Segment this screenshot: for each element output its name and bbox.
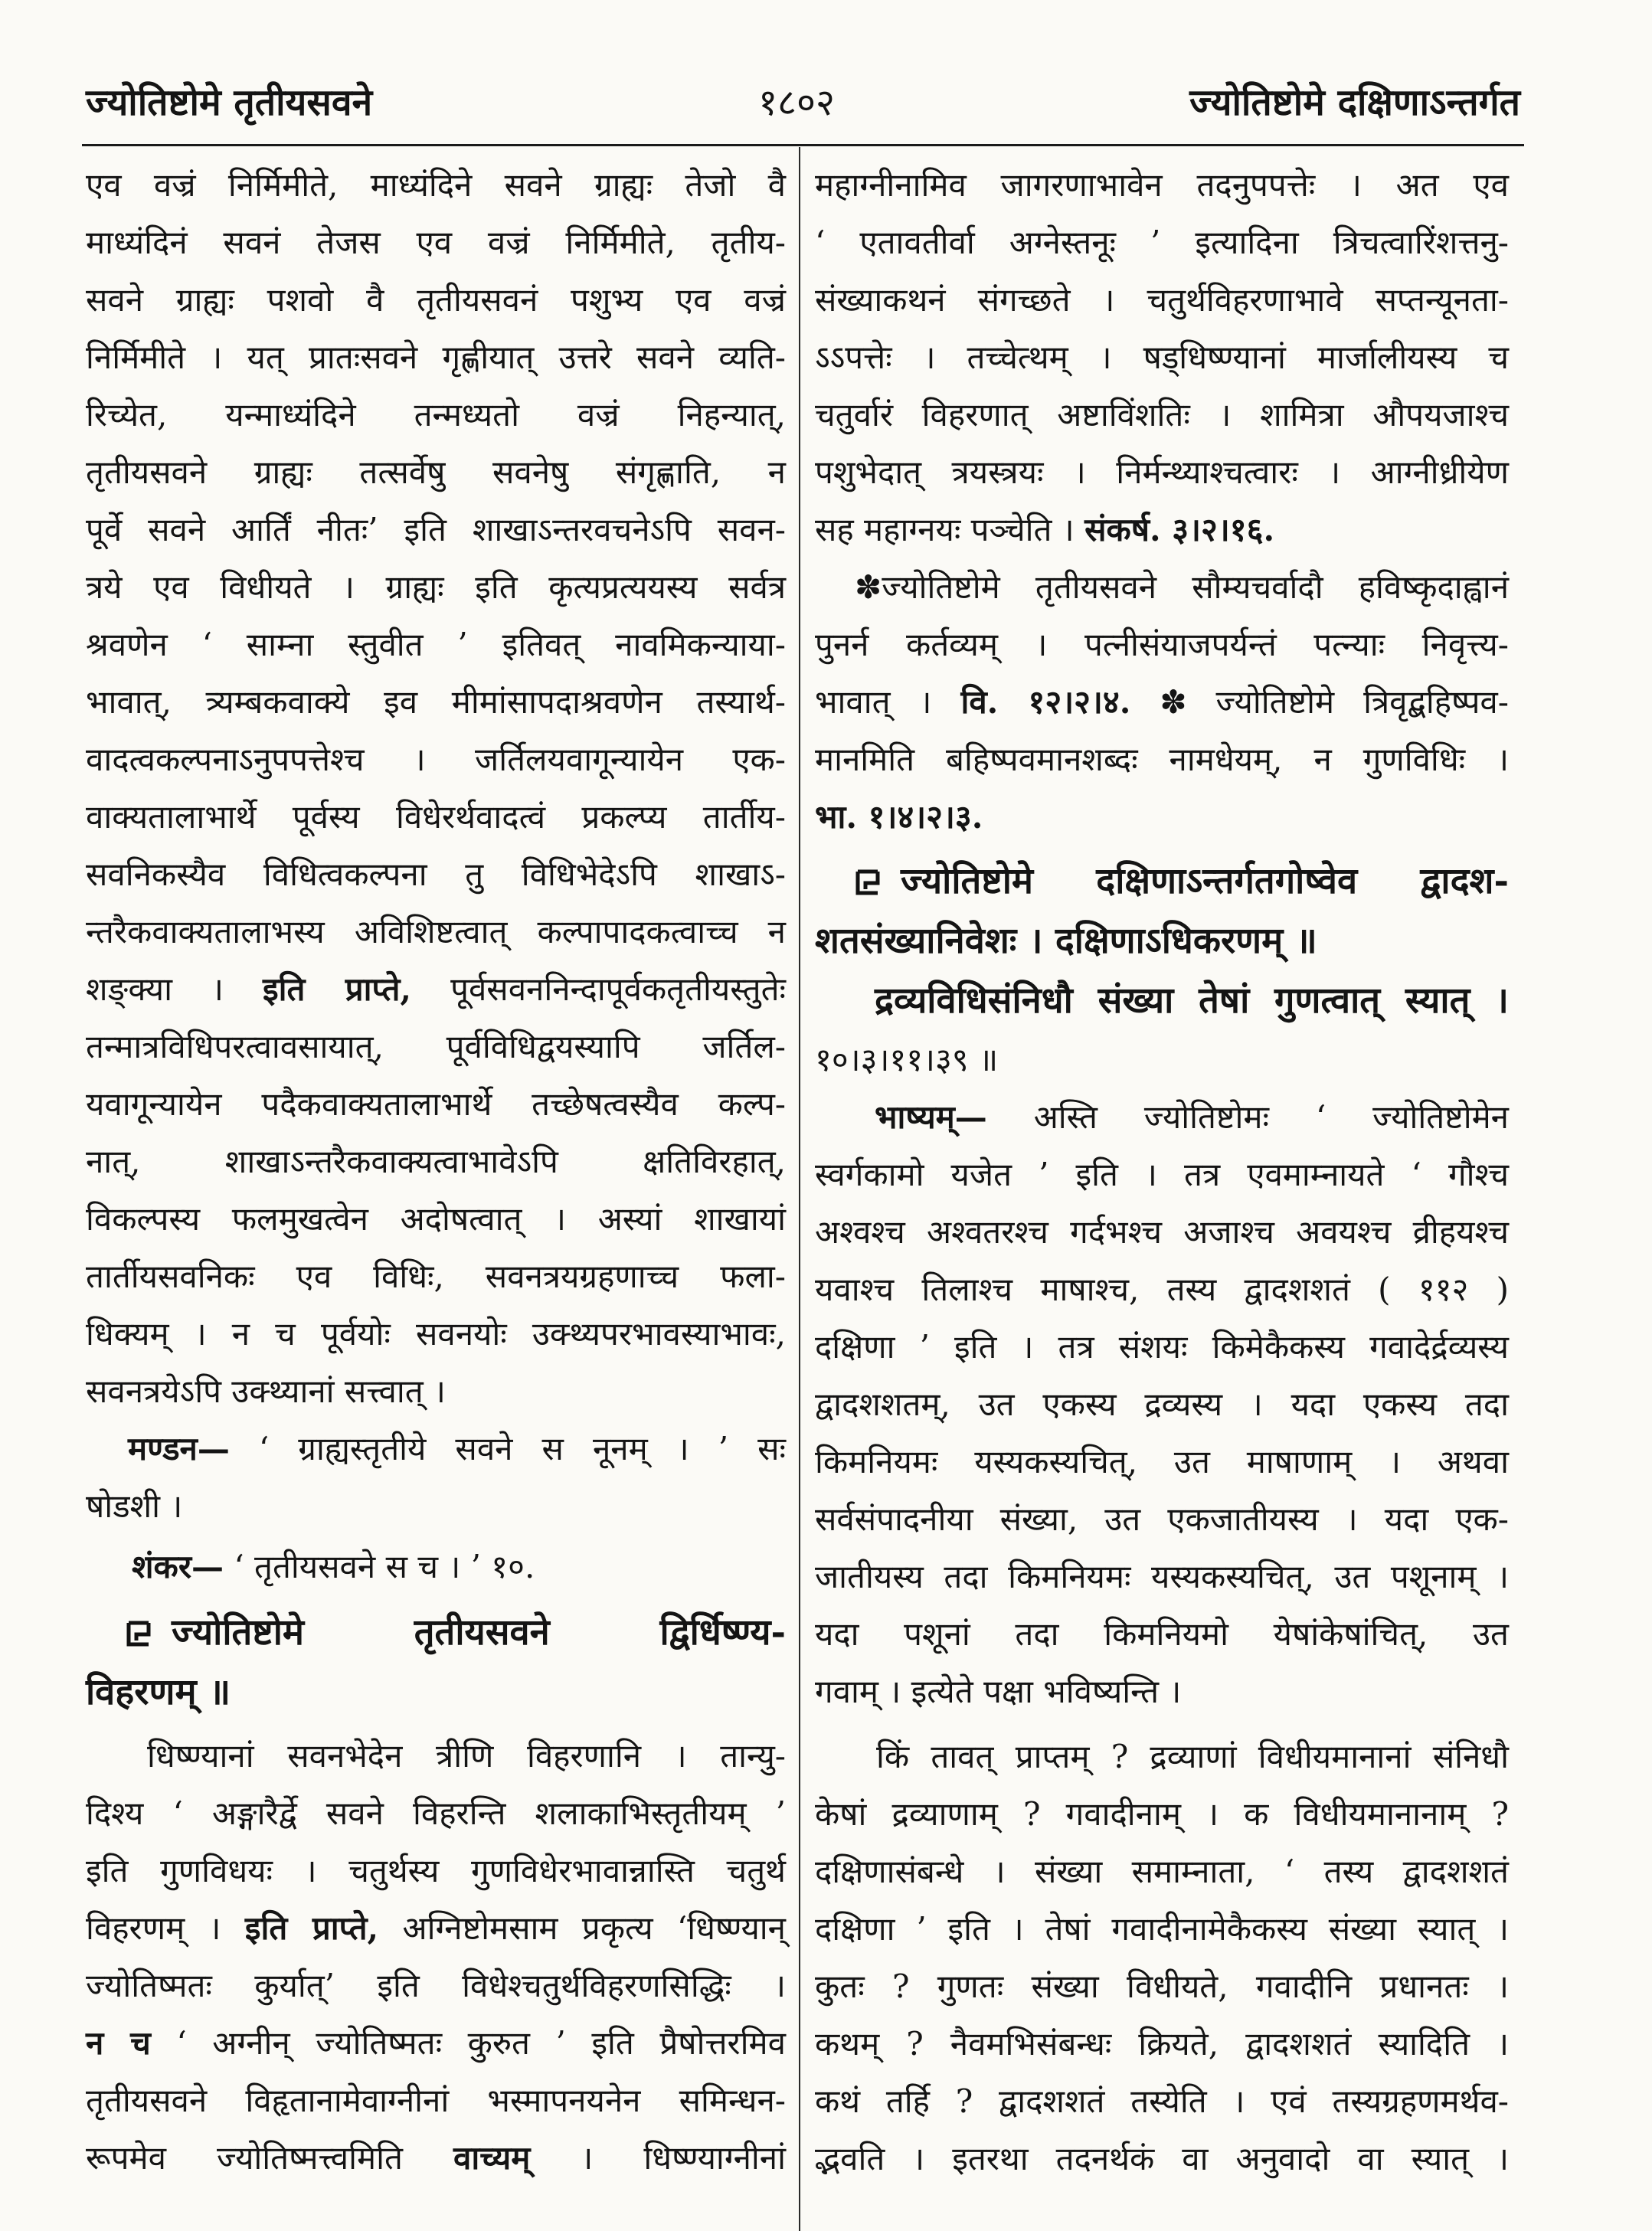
heading-text: ज्योतिष्टोमे दक्षिणाऽन्तर्गतगोष्वेव द्वादश-: [901, 860, 1509, 902]
text-line: दक्षिणा ’ इति । तत्र संशयः किमेकैकस्य गवादेर्द्रव्यस्य: [815, 1328, 1509, 1366]
text-line: धिष्ण्यानां सवनभेदेन त्रीणि विहरणानि । तान्यु-: [147, 1737, 786, 1775]
emphasis-text: इति प्राप्ते,: [263, 970, 412, 1008]
text-line: [86, 2129, 786, 2187]
text-line: विकल्पस्य फलमुखत्वेन अदोषत्वात् । अस्यां शाखायां: [86, 1200, 786, 1238]
running-header-left: ज्योतिष्टोमे तृतीयसवने: [86, 81, 373, 124]
text-line: नात्, शाखाऽन्तरैकवाक्यत्वाभावेऽपि क्षतिविरहात्,: [86, 1143, 786, 1180]
text-line: एव वज्रं निर्मिमीते, माध्यंदिने सवने ग्राह्यः तेजो वै: [86, 166, 786, 204]
sutra-text: द्रव्यविधिसंनिधौ संख्या तेषां गुणत्वात् स्यात् ।: [875, 980, 1509, 1022]
text-line: यवागून्यायेन पदैकवाक्यतालाभार्थे तच्छेषत्वस्यैव कल्प-: [86, 1085, 786, 1123]
text-line: कथं तर्हि ? द्वादशशतं तस्येति । एवं तस्यग्रहणमर्थव-: [815, 2082, 1509, 2120]
sutra-reference: १०।३।११।३९ ॥: [815, 1041, 999, 1078]
text-line: दिश्य ‘ अङ्गारैर्द्वे सवने विहरन्ति शलाकाभिस्तृतीयम् ’: [86, 1794, 786, 1832]
text-line: किमनियमः यस्यकस्यचित्, उत माषाणाम् । अथवा: [815, 1443, 1509, 1480]
text-line: मानमिति बहिष्पवमानशब्दः नामधेयम्, न गुणविधिः ।: [815, 741, 1509, 778]
text-line: तार्तीयसवनिकः एव विधिः, सवनत्रयग्रहणाच्च फला-: [86, 1258, 786, 1295]
text-line: दक्षिणा ’ इति । तेषां गवादीनामेकैकस्य संख्या स्यात् ।: [815, 1910, 1509, 1948]
text-line: [86, 1420, 786, 1477]
text-line: माध्यंदिनं सवनं तेजस एव वज्रं निर्मिमीते, तृतीय-: [86, 224, 786, 261]
paragraph: [86, 1727, 786, 2187]
citation: संकर्ष. ३।२।१६.: [1084, 511, 1275, 548]
text-line: यवाश्च तिलाश्च माषाश्च, तस्य द्वादशशतं ( ११२ ): [815, 1271, 1509, 1308]
section-mark-icon: [126, 1618, 152, 1649]
heading-line: विहरणम् ॥: [86, 1671, 231, 1713]
paragraph: [815, 1728, 1509, 2187]
section-mark-icon: [855, 867, 881, 898]
heading-line: शतसंख्यानिवेशः । दक्षिणाऽधिकरणम् ॥: [815, 920, 1317, 962]
text-line: षोडशी ।: [86, 1487, 183, 1525]
text-line: सवने ग्राह्यः पशवो वै तृतीयसवनं पशुभ्य एव वज्रं: [86, 281, 786, 319]
text-line: [86, 1538, 786, 1595]
text-line: वादत्वकल्पनाऽनुपपत्तेश्च । जर्तिलयवागून्यायेन एक-: [86, 741, 786, 778]
text-line: ‘ एतावतीर्वा अग्नेस्तनूः ’ इत्यादिना त्रिचत्वारिंशत्तनु-: [815, 224, 1509, 261]
section-heading: [86, 1603, 786, 1722]
text-line: स्वर्गकामो यजेत ’ इति । तत्र एवमाम्नायते ‘ गौश्च: [815, 1156, 1509, 1193]
text-line: ✽ज्योतिष्टोमे तृतीयसवने सौम्यचर्वादौ हविष्कृदाह्वानं: [855, 568, 1509, 606]
text-segment: ‘ अग्नीन् ज्योतिष्मतः कुरुत ’ इति प्रैषोत्तरमिव: [150, 2024, 786, 2062]
text-line: किं तावत् प्राप्तम् ? द्रव्याणां विधीयमानानां संनिधौ: [876, 1738, 1509, 1775]
text-line: द्भवति । इतरथा तदनर्थकं वा अनुवादो वा स्यात् ।: [815, 2140, 1509, 2177]
text-segment: भावात् ।: [815, 683, 961, 721]
text-line: [86, 960, 786, 1018]
text-line: निर्मिमीते । यत् प्रातःसवने गृह्णीयात् उत्तरे सवने व्यति-: [86, 339, 786, 376]
heading-line: [815, 852, 1509, 911]
text-segment: पूर्वसवननिन्दापूर्वकतृतीयस्तुतेः: [411, 970, 786, 1008]
paragraph: [86, 156, 786, 1420]
text-line: द्वादशशतम्, उत एकस्य द्रव्यस्य । यदा एकस्य तदा: [815, 1385, 1509, 1423]
text-line: गवाम् । इत्येते पक्षा भविष्यन्ति ।: [815, 1673, 1182, 1710]
text-line: त्रये एव विधीयते । ग्राह्यः इति कृत्यप्रत्ययस्य सर्वत्र: [86, 568, 786, 606]
paragraph: [815, 156, 1509, 558]
column-divider: [799, 147, 800, 2231]
text-line: महाग्नीनामिव जागरणाभावेन तदनुपपत्तेः । अत एव: [815, 166, 1509, 204]
text-segment: विहरणम् ।: [86, 1909, 245, 1947]
sutra: [815, 971, 1509, 1088]
bhashya-paragraph: [815, 1088, 1509, 1720]
citation: वि. १२।२।४.: [960, 683, 1131, 721]
text-segment: सह महाग्नयः पञ्चेति ।: [815, 511, 1085, 548]
commentary-shankara: [86, 1538, 786, 1595]
right-column: [815, 156, 1509, 2187]
heading-line: [86, 1603, 786, 1663]
text-line: रिच्येत, यन्माध्यंदिने तन्मध्यतो वज्रं निहन्यात्,: [86, 396, 786, 433]
text-line: अश्वश्च अश्वतरश्च गर्दभश्च अजाश्च अवयश्च व्रीहयश्च: [815, 1213, 1509, 1251]
text-segment: । धिष्ण्याग्नीनां: [530, 2139, 786, 2177]
text-line: भावात्, त्र्यम्बकवाक्ये इव मीमांसापदाश्रवणेन तस्यार्थ-: [86, 683, 786, 721]
text-line: तृतीयसवने विहृतानामेवाग्नीनां भस्मापनयनेन समिन्धन-: [86, 2082, 786, 2119]
paragraph: [815, 558, 1509, 846]
text-segment: ✽ ज्योतिष्टोमे त्रिवृद्बहिष्पव-: [1130, 683, 1509, 721]
text-line: न्तरैकवाक्यतालाभस्य अविशिष्टत्वात् कल्पापादकत्वाच्च न: [86, 913, 786, 950]
text-line: [815, 501, 1509, 558]
text-line: तृतीयसवने ग्राह्यः तत्सर्वेषु सवनेषु संगृह्णाति, न: [86, 453, 786, 491]
text-segment: ‘ तृतीयसवने स च । ’ १०.: [224, 1548, 535, 1585]
text-line: पूर्वे सवने आर्तिं नीतः’ इति शाखाऽन्तरवचनेऽपि सवन-: [86, 511, 786, 548]
commentary-mandana: [86, 1420, 786, 1535]
text-segment: अस्ति ज्योतिष्टोमः ‘ ज्योतिष्टोमेन: [986, 1098, 1509, 1136]
text-line: ज्योतिष्मतः कुर्यात्’ इति विधेश्चतुर्थविहरणसिद्धिः ।: [86, 1967, 786, 2004]
left-column: [86, 156, 786, 2187]
commentator-label: शंकर—: [132, 1548, 224, 1585]
text-line: संख्याकथनं संगच्छते । चतुर्थविहरणाभावे सप्तन्यूनता-: [815, 281, 1509, 319]
text-line: वाक्यतालाभार्थे पूर्वस्य विधेरर्थवादत्वं प्रकल्प्य तार्तीय-: [86, 798, 786, 836]
text-line: [86, 1899, 786, 1957]
text-line: सर्वसंपादनीया संख्या, उत एकजातीयस्य । यदा एक-: [815, 1500, 1509, 1538]
text-line: सवनिकस्यैव विधित्वकल्पना तु विधिभेदेऽपि शाखाऽ-: [86, 855, 786, 893]
citation: भा. १।४।२।३.: [815, 798, 983, 836]
emphasis-text: न च: [86, 2024, 151, 2062]
text-line: चतुर्वारं विहरणात् अष्टाविंशतिः । शामित्रा औपयजाश्च: [815, 396, 1509, 433]
text-line: इति गुणविधयः । चतुर्थस्य गुणविधेरभावान्नास्ति चतुर्थ: [86, 1852, 786, 1889]
running-header-right: ज्योतिष्टोमे दक्षिणाऽन्तर्गत: [1189, 81, 1520, 124]
text-line: कथम् ? नैवमभिसंबन्धः क्रियते, द्वादशशतं स्यादिति ।: [815, 2025, 1509, 2063]
header-rule: [82, 144, 1524, 146]
text-line: [86, 2014, 786, 2072]
text-line: धिक्यम् । न च पूर्वयोः सवनयोः उक्थ्यपरभावस्याभावः,: [86, 1315, 786, 1353]
text-line: जातीयस्य तदा किमनियमः यस्यकस्यचित्, उत पशूनाम् ।: [815, 1558, 1509, 1595]
text-segment: रूपमेव ज्योतिष्मत्त्वमिति: [86, 2139, 453, 2177]
bhashya-label: भाष्यम्—: [875, 1098, 987, 1136]
emphasis-text: वाच्यम्: [453, 2139, 531, 2177]
text-line: तन्मात्रविधिपरत्वावसायात्, पूर्वविधिद्वयस्यापि जर्तिल-: [86, 1028, 786, 1065]
page-number: १८०२: [758, 81, 835, 124]
text-line: पशुभेदात् त्रयस्त्रयः । निर्मन्थ्याश्चत्वारः । आग्नीध्रीयेण: [815, 453, 1509, 491]
text-line: श्रवणेन ‘ साम्ना स्तुवीत ’ इतिवत् नावमिकन्याया-: [86, 626, 786, 663]
section-heading: [815, 852, 1509, 971]
text-segment: शङ्क्या ।: [86, 970, 263, 1008]
text-segment: अग्निष्टोमसाम प्रकृत्य ‘धिष्ण्यान्: [378, 1909, 786, 1947]
text-line: [815, 1088, 1509, 1146]
heading-text: ज्योतिष्टोमे तृतीयसवने द्विर्धिष्ण्य-: [172, 1611, 786, 1654]
commentator-label: मण्डन—: [128, 1430, 230, 1467]
text-line: पुनर्न कर्तव्यम् । पत्नीसंयाजपर्यन्तं पत्न्याः निवृत्त्य-: [815, 626, 1509, 663]
text-line: केषां द्रव्याणाम् ? गवादीनाम् । क विधीयमानानाम् ?: [815, 1795, 1509, 1833]
emphasis-text: इति प्राप्ते,: [244, 1909, 379, 1947]
text-line: यदा पशूनां तदा किमनियमो येषांकेषांचित्, उत: [815, 1615, 1509, 1653]
text-line: दक्षिणासंबन्धे । संख्या समाम्नाता, ‘ तस्य द्वादशशतं: [815, 1853, 1509, 1890]
text-line: [815, 673, 1509, 731]
text-segment: ‘ ग्राह्यस्तृतीये सवने स नूनम् । ’ सः: [229, 1430, 786, 1467]
text-line: सवनत्रयेऽपि उक्थ्यानां सत्त्वात् ।: [86, 1372, 446, 1410]
text-line: कुतः ? गुणतः संख्या विधीयते, गवादीनि प्रधानतः ।: [815, 1968, 1509, 2005]
text-line: ऽऽपत्तेः । तच्चेत्थम् । षड्धिष्ण्यानां मार्जालीयस्य च: [815, 339, 1509, 376]
